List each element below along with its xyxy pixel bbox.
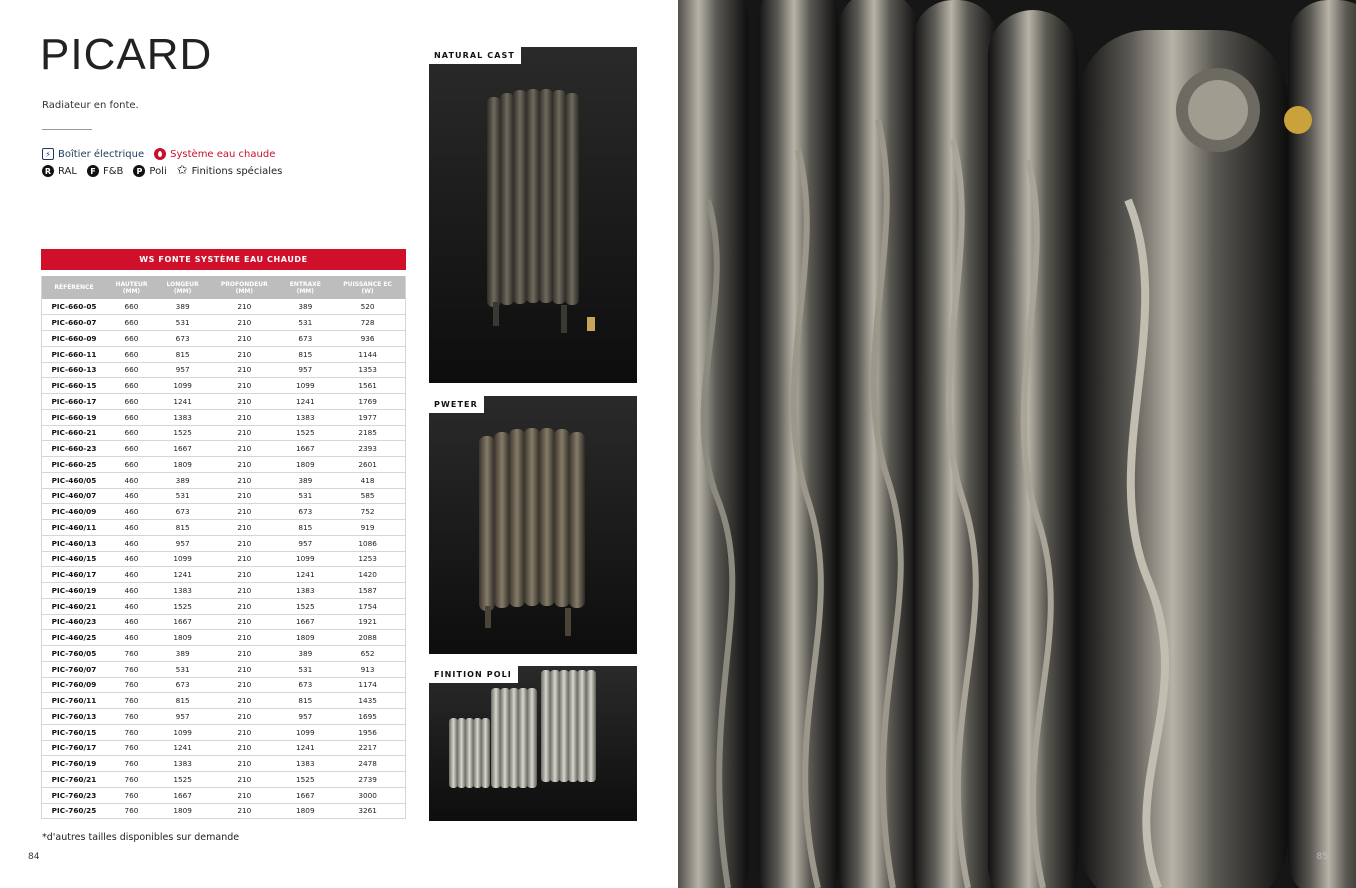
value-cell: 760 — [106, 709, 157, 725]
value-cell: 210 — [208, 740, 280, 756]
table-header-cell — [208, 276, 280, 299]
table-title: WS FONTE SYSTÈME EAU CHAUDE — [41, 249, 406, 270]
table-row — [42, 378, 406, 394]
value-cell: 673 — [157, 677, 208, 693]
value-cell: 531 — [280, 488, 330, 504]
table-row — [42, 677, 406, 693]
value-cell: 460 — [106, 630, 157, 646]
value-cell: 210 — [208, 346, 280, 362]
value-cell: 815 — [157, 693, 208, 709]
water-drop-icon — [154, 148, 166, 160]
value-cell: 520 — [330, 299, 405, 315]
photo-label-pweter: PWETER — [429, 396, 484, 413]
value-cell: 460 — [106, 520, 157, 536]
value-cell: 1420 — [330, 567, 405, 583]
table-row — [42, 504, 406, 520]
value-cell: 1667 — [280, 614, 330, 630]
finish-fb — [87, 165, 123, 177]
page-title: PICARD — [40, 30, 213, 79]
table-row — [42, 535, 406, 551]
feature-electric-label: Boîtier électrique — [58, 148, 145, 160]
table-header-cell — [42, 276, 106, 299]
value-cell: 210 — [208, 677, 280, 693]
value-cell: 815 — [280, 693, 330, 709]
value-cell: 1383 — [157, 756, 208, 772]
page-subtitle: Radiateur en fonte. — [42, 100, 139, 111]
reference-cell: PIC-460/09 — [42, 504, 106, 520]
reference-cell: PIC-760/09 — [42, 677, 106, 693]
table-row — [42, 567, 406, 583]
page-number-left: 84 — [28, 852, 40, 862]
value-cell: 1667 — [157, 787, 208, 803]
reference-cell: PIC-760/15 — [42, 724, 106, 740]
value-cell: 673 — [280, 504, 330, 520]
value-cell: 210 — [208, 803, 280, 819]
value-cell: 1241 — [157, 394, 208, 410]
value-cell: 1383 — [280, 583, 330, 599]
value-cell: 957 — [157, 362, 208, 378]
value-cell: 210 — [208, 488, 280, 504]
value-cell: 957 — [157, 535, 208, 551]
value-cell: 660 — [106, 394, 157, 410]
value-cell: 1241 — [280, 740, 330, 756]
value-cell: 936 — [330, 331, 405, 347]
value-cell: 1086 — [330, 535, 405, 551]
value-cell: 1099 — [280, 551, 330, 567]
header-label: ENTRAXE — [289, 280, 321, 288]
reference-cell: PIC-760/19 — [42, 756, 106, 772]
value-cell: 3000 — [330, 787, 405, 803]
value-cell: 652 — [330, 646, 405, 662]
photo-label-natural-cast: NATURAL CAST — [429, 47, 521, 64]
divider — [42, 129, 92, 130]
header-unit: (W) — [361, 287, 374, 295]
value-cell: 460 — [106, 614, 157, 630]
value-cell: 1525 — [280, 425, 330, 441]
finish-ral — [42, 165, 77, 177]
finish-fb-label: F&B — [102, 165, 124, 177]
reference-cell: PIC-660-07 — [42, 315, 106, 331]
value-cell: 210 — [208, 630, 280, 646]
value-cell: 1383 — [157, 409, 208, 425]
header-unit: (MM) — [235, 287, 254, 295]
radiator-image — [429, 666, 637, 821]
feature-row-2 — [42, 165, 282, 177]
value-cell: 210 — [208, 756, 280, 772]
value-cell: 210 — [208, 520, 280, 536]
value-cell: 210 — [208, 661, 280, 677]
reference-cell: PIC-460/13 — [42, 535, 106, 551]
value-cell: 660 — [106, 299, 157, 315]
header-label: RÉFÉRENCE — [54, 284, 94, 291]
value-cell: 1809 — [157, 630, 208, 646]
reference-cell: PIC-760/07 — [42, 661, 106, 677]
reference-cell: PIC-660-13 — [42, 362, 106, 378]
value-cell: 460 — [106, 504, 157, 520]
photo-natural-cast — [429, 47, 637, 383]
value-cell: 531 — [157, 488, 208, 504]
value-cell: 760 — [106, 756, 157, 772]
value-cell: 1525 — [280, 772, 330, 788]
value-cell: 210 — [208, 724, 280, 740]
value-cell: 673 — [157, 331, 208, 347]
table-row — [42, 787, 406, 803]
reference-cell: PIC-460/21 — [42, 598, 106, 614]
value-cell: 1174 — [330, 677, 405, 693]
value-cell: 210 — [208, 551, 280, 567]
poli-icon: P — [133, 165, 145, 177]
value-cell: 660 — [106, 409, 157, 425]
value-cell: 210 — [208, 409, 280, 425]
table-row — [42, 520, 406, 536]
table-row — [42, 630, 406, 646]
table-row — [42, 315, 406, 331]
value-cell: 1809 — [280, 803, 330, 819]
value-cell: 1253 — [330, 551, 405, 567]
value-cell: 1241 — [157, 740, 208, 756]
reference-cell: PIC-660-09 — [42, 331, 106, 347]
value-cell: 210 — [208, 331, 280, 347]
reference-cell: PIC-460/05 — [42, 472, 106, 488]
value-cell: 760 — [106, 724, 157, 740]
value-cell: 815 — [157, 346, 208, 362]
value-cell: 660 — [106, 346, 157, 362]
table-header-cell — [157, 276, 208, 299]
value-cell: 210 — [208, 299, 280, 315]
value-cell: 460 — [106, 535, 157, 551]
table-body — [42, 299, 406, 819]
value-cell: 1525 — [157, 598, 208, 614]
value-cell: 210 — [208, 787, 280, 803]
value-cell: 531 — [157, 315, 208, 331]
table-header-cell — [330, 276, 405, 299]
value-cell: 210 — [208, 614, 280, 630]
value-cell: 660 — [106, 362, 157, 378]
table-row — [42, 614, 406, 630]
reference-cell: PIC-660-21 — [42, 425, 106, 441]
value-cell: 957 — [280, 709, 330, 725]
value-cell: 760 — [106, 646, 157, 662]
value-cell: 815 — [280, 346, 330, 362]
value-cell: 389 — [157, 299, 208, 315]
value-cell: 1977 — [330, 409, 405, 425]
header-label: PUISSANCE EC — [343, 280, 392, 288]
value-cell: 210 — [208, 362, 280, 378]
reference-cell: PIC-660-15 — [42, 378, 106, 394]
value-cell: 660 — [106, 378, 157, 394]
value-cell: 913 — [330, 661, 405, 677]
table-row — [42, 583, 406, 599]
value-cell: 1144 — [330, 346, 405, 362]
feature-hot-water — [154, 148, 275, 160]
value-cell: 1956 — [330, 724, 405, 740]
table-row — [42, 457, 406, 473]
reference-cell: PIC-660-05 — [42, 299, 106, 315]
value-cell: 760 — [106, 772, 157, 788]
table-row — [42, 346, 406, 362]
value-cell: 2088 — [330, 630, 405, 646]
value-cell: 2393 — [330, 441, 405, 457]
value-cell: 1241 — [280, 394, 330, 410]
header-unit: (MM) — [173, 287, 192, 295]
value-cell: 1667 — [280, 787, 330, 803]
header-label: PROFONDEUR — [220, 280, 268, 288]
value-cell: 1809 — [157, 803, 208, 819]
value-cell: 1435 — [330, 693, 405, 709]
value-cell: 815 — [280, 520, 330, 536]
value-cell: 660 — [106, 315, 157, 331]
value-cell: 389 — [280, 646, 330, 662]
feature-hot-water-label: Système eau chaude — [170, 148, 276, 160]
reference-cell: PIC-460/15 — [42, 551, 106, 567]
reference-cell: PIC-660-23 — [42, 441, 106, 457]
reference-cell: PIC-760/05 — [42, 646, 106, 662]
header-label: HAUTEUR — [115, 280, 148, 288]
value-cell: 210 — [208, 425, 280, 441]
value-cell: 728 — [330, 315, 405, 331]
table-row — [42, 362, 406, 378]
ral-icon: R — [42, 165, 54, 177]
table-row — [42, 693, 406, 709]
value-cell: 760 — [106, 787, 157, 803]
reference-cell: PIC-460/11 — [42, 520, 106, 536]
value-cell: 210 — [208, 394, 280, 410]
table-row — [42, 425, 406, 441]
value-cell: 1383 — [280, 756, 330, 772]
reference-cell: PIC-760/23 — [42, 787, 106, 803]
value-cell: 1921 — [330, 614, 405, 630]
value-cell: 760 — [106, 693, 157, 709]
value-cell: 1809 — [157, 457, 208, 473]
value-cell: 957 — [280, 535, 330, 551]
value-cell: 210 — [208, 378, 280, 394]
value-cell: 210 — [208, 583, 280, 599]
value-cell: 585 — [330, 488, 405, 504]
value-cell: 1754 — [330, 598, 405, 614]
photo-label-finition-poli: FINITION POLI — [429, 666, 518, 683]
value-cell: 210 — [208, 441, 280, 457]
value-cell: 1809 — [280, 457, 330, 473]
reference-cell: PIC-460/23 — [42, 614, 106, 630]
value-cell: 210 — [208, 772, 280, 788]
value-cell: 1769 — [330, 394, 405, 410]
value-cell: 531 — [280, 661, 330, 677]
value-cell: 1525 — [280, 598, 330, 614]
value-cell: 210 — [208, 457, 280, 473]
value-cell: 210 — [208, 646, 280, 662]
footnote: *d'autres tailles disponibles sur demande — [42, 832, 240, 843]
value-cell: 1241 — [157, 567, 208, 583]
reference-cell: PIC-460/19 — [42, 583, 106, 599]
table-header-row — [42, 276, 406, 299]
value-cell: 660 — [106, 331, 157, 347]
value-cell: 460 — [106, 567, 157, 583]
finish-special-label: Finitions spéciales — [191, 165, 283, 177]
reference-cell: PIC-460/25 — [42, 630, 106, 646]
value-cell: 389 — [157, 472, 208, 488]
radiator-closeup-image — [678, 0, 1356, 888]
value-cell: 1667 — [280, 441, 330, 457]
reference-cell: PIC-760/21 — [42, 772, 106, 788]
header-unit: (MM) — [122, 287, 141, 295]
value-cell: 531 — [157, 661, 208, 677]
value-cell: 460 — [106, 598, 157, 614]
value-cell: 460 — [106, 583, 157, 599]
value-cell: 673 — [280, 331, 330, 347]
spec-table-section — [41, 249, 406, 819]
table-row — [42, 441, 406, 457]
electric-box-icon: ⚡ — [42, 148, 54, 160]
value-cell: 957 — [280, 362, 330, 378]
finish-special — [177, 165, 283, 177]
value-cell: 2739 — [330, 772, 405, 788]
value-cell: 1099 — [280, 724, 330, 740]
right-page-closeup-photo — [678, 0, 1356, 888]
spec-table — [41, 276, 406, 819]
value-cell: 760 — [106, 677, 157, 693]
page-number-right: 85 — [1316, 852, 1328, 862]
reference-cell: PIC-760/11 — [42, 693, 106, 709]
value-cell: 210 — [208, 472, 280, 488]
value-cell: 1099 — [280, 378, 330, 394]
value-cell: 210 — [208, 598, 280, 614]
table-row — [42, 488, 406, 504]
value-cell: 2217 — [330, 740, 405, 756]
feature-row-1 — [42, 148, 275, 160]
photo-finition-poli — [429, 666, 637, 821]
table-header-cell — [106, 276, 157, 299]
table-row — [42, 661, 406, 677]
table-row — [42, 331, 406, 347]
table-row — [42, 598, 406, 614]
value-cell: 418 — [330, 472, 405, 488]
value-cell: 210 — [208, 709, 280, 725]
value-cell: 1667 — [157, 441, 208, 457]
value-cell: 460 — [106, 488, 157, 504]
star-icon: ✩ — [176, 163, 188, 178]
photo-pweter — [429, 396, 637, 654]
finish-poli-label: Poli — [149, 165, 167, 177]
value-cell: 389 — [280, 299, 330, 315]
value-cell: 2478 — [330, 756, 405, 772]
value-cell: 1383 — [280, 409, 330, 425]
value-cell: 660 — [106, 425, 157, 441]
value-cell: 760 — [106, 661, 157, 677]
table-row — [42, 551, 406, 567]
table-row — [42, 472, 406, 488]
value-cell: 919 — [330, 520, 405, 536]
value-cell: 660 — [106, 441, 157, 457]
header-unit: (MM) — [296, 287, 315, 295]
value-cell: 752 — [330, 504, 405, 520]
value-cell: 815 — [157, 520, 208, 536]
value-cell: 660 — [106, 457, 157, 473]
value-cell: 1561 — [330, 378, 405, 394]
finish-poli — [133, 165, 166, 177]
value-cell: 760 — [106, 740, 157, 756]
reference-cell: PIC-660-11 — [42, 346, 106, 362]
reference-cell: PIC-460/17 — [42, 567, 106, 583]
feature-electric — [42, 148, 144, 160]
value-cell: 957 — [157, 709, 208, 725]
value-cell: 210 — [208, 535, 280, 551]
value-cell: 1525 — [157, 772, 208, 788]
table-row — [42, 299, 406, 315]
value-cell: 1667 — [157, 614, 208, 630]
value-cell: 1241 — [280, 567, 330, 583]
fb-icon: F — [87, 165, 99, 177]
value-cell: 210 — [208, 504, 280, 520]
table-row — [42, 724, 406, 740]
reference-cell: PIC-660-19 — [42, 409, 106, 425]
value-cell: 210 — [208, 693, 280, 709]
table-row — [42, 646, 406, 662]
value-cell: 210 — [208, 315, 280, 331]
value-cell: 210 — [208, 567, 280, 583]
value-cell: 1099 — [157, 378, 208, 394]
value-cell: 531 — [280, 315, 330, 331]
value-cell: 1383 — [157, 583, 208, 599]
value-cell: 673 — [280, 677, 330, 693]
radiator-image — [429, 396, 637, 654]
table-row — [42, 394, 406, 410]
value-cell: 2601 — [330, 457, 405, 473]
value-cell: 389 — [157, 646, 208, 662]
value-cell: 673 — [157, 504, 208, 520]
table-row — [42, 409, 406, 425]
reference-cell: PIC-760/17 — [42, 740, 106, 756]
table-row — [42, 772, 406, 788]
value-cell: 460 — [106, 472, 157, 488]
reference-cell: PIC-660-25 — [42, 457, 106, 473]
table-header-cell — [280, 276, 330, 299]
value-cell: 1099 — [157, 551, 208, 567]
reference-cell: PIC-760/25 — [42, 803, 106, 819]
value-cell: 1587 — [330, 583, 405, 599]
value-cell: 460 — [106, 551, 157, 567]
reference-cell: PIC-760/13 — [42, 709, 106, 725]
table-row — [42, 756, 406, 772]
reference-cell: PIC-460/07 — [42, 488, 106, 504]
value-cell: 2185 — [330, 425, 405, 441]
table-row — [42, 709, 406, 725]
table-row — [42, 740, 406, 756]
value-cell: 1809 — [280, 630, 330, 646]
value-cell: 1695 — [330, 709, 405, 725]
header-label: LONGEUR — [166, 280, 199, 288]
value-cell: 760 — [106, 803, 157, 819]
value-cell: 1099 — [157, 724, 208, 740]
value-cell: 3261 — [330, 803, 405, 819]
table-row — [42, 803, 406, 819]
value-cell: 1525 — [157, 425, 208, 441]
value-cell: 1353 — [330, 362, 405, 378]
value-cell: 389 — [280, 472, 330, 488]
radiator-image — [429, 47, 637, 383]
finish-ral-label: RAL — [58, 165, 77, 177]
reference-cell: PIC-660-17 — [42, 394, 106, 410]
